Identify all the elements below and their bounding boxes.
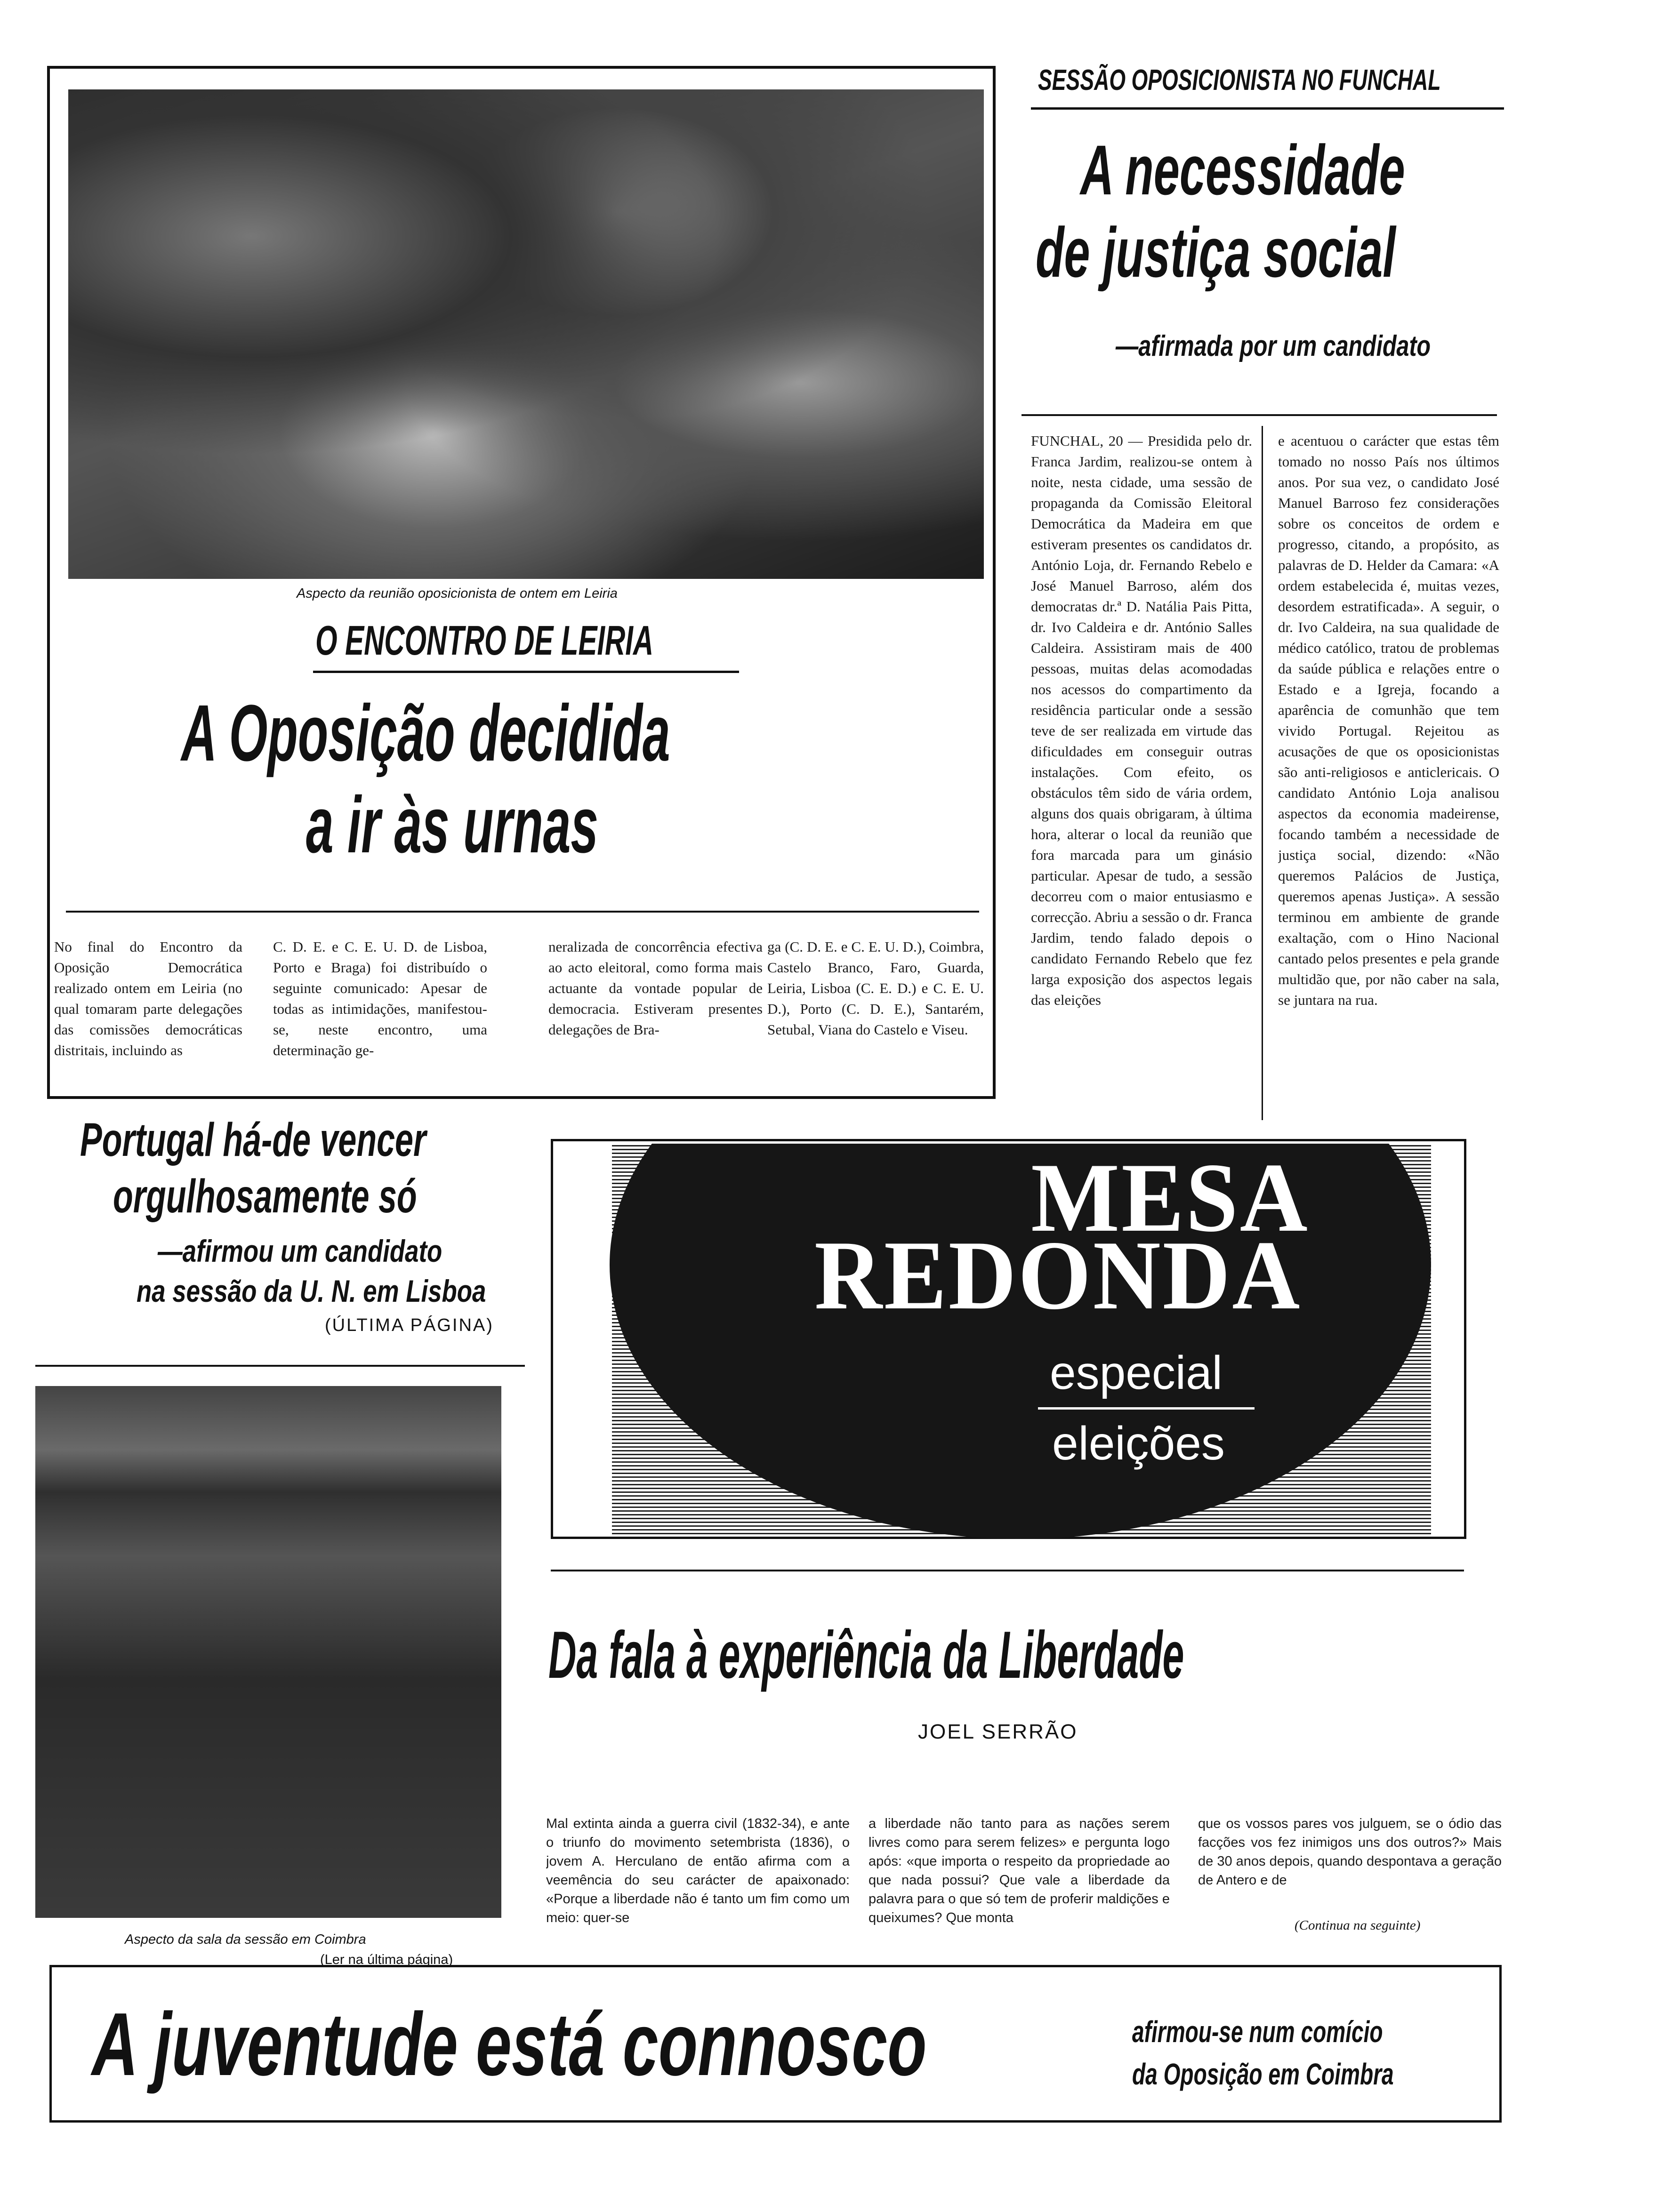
- article-top-rule: [551, 1570, 1464, 1571]
- mesa-redonda-sub2: eleições: [1052, 1417, 1225, 1470]
- lisboa-bottom-rule: [35, 1365, 525, 1367]
- funchal-col-divider: [1262, 426, 1263, 1120]
- funchal-kicker-rule: [1031, 107, 1504, 110]
- mesa-redonda-sub1: especial: [1050, 1346, 1223, 1399]
- funchal-kicker: SESSÃO OPOSICIONISTA NO FUNCHAL: [1038, 64, 1441, 96]
- leiria-body-col-3: neralizada de concorrência efectiva ao acto eleitoral, como forma mais actuante da vontade popular de democracia. Estiveram presentes delegações de Bra-: [548, 938, 763, 1038]
- funchal-body-col-1: FUNCHAL, 20 — Presidida pelo dr. Franca Jardim, realizou-se ontem à noite, nesta cidade, uma sessão de propaganda da Comissão Eleitoral Democrática da Madeira em que estiveram presentes os candidatos dr. António Loja, dr. Fernando Rebelo e José Manuel Barroso, além dos democratas dr.ª D. Natália Pais Pitta, dr. Ivo Caldeira e dr. António Salles Caldeira. Assistiram mais de 400 pessoas, muitas delas acomodadas nos acessos do compartimento da residência particular onde a sessão teve de ser realizada em virtude das dificuldades em conseguir outras instalações. Com efeito, os obstáculos têm sido de vária ordem, alguns dos quais obrigaram, à última hora, alterar o local da reunião que fora marcada para um ginásio particular. Apesar de tudo, a sessão decorreu com o maior entusiasmo e correcção. Abriu a sessão o dr. Franca Jardim, tendo falado depois o candidato Fernando Rebelo que fez larga exposição dos aspectos legais das eleições: [1031, 433, 1252, 1008]
- article-col-2: a liberdade não tanto para as nações serem livres como para serem felizes» e pergunta logo após: «que importa o respeito da propriedade ao que nada possui? Que vale a liberdade da palavra para o que só tem de proferir maldições e queixumes? Que monta: [869, 1816, 1170, 1925]
- lisboa-subhead-line2: na sessão da U. N. em Lisboa: [137, 1274, 486, 1308]
- lisboa-subhead-line1: —afirmou um candidato: [158, 1234, 442, 1268]
- lisboa-page-ref: (ÚLTIMA PÁGINA): [325, 1315, 494, 1335]
- leiria-kicker-underline: [313, 671, 739, 673]
- coimbra-photo-note: (Ler na última página): [320, 1952, 453, 1967]
- article-headline: Da fala à experiência da Liberdade: [548, 1618, 1184, 1692]
- funchal-rule: [1022, 414, 1497, 416]
- article-col-3: que os vossos pares vos julguem, se o ódio das facções vos fez inimigos uns dos outros?» Mais de 30 anos depois, quando despontava a geração de Antero e de: [1198, 1816, 1502, 1888]
- leiria-headline-line1: A Oposição decidida: [181, 689, 670, 778]
- leiria-kicker: O ENCONTRO DE LEIRIA: [315, 617, 654, 664]
- leiria-body-col-2: C. D. E. e C. E. U. D. de Lisboa, Porto e Braga) foi distribuído o seguinte comunicado: Apesar de todas as intimidações, manifestou-se, neste encontro, uma determinação ge-: [273, 938, 487, 1058]
- lisboa-headline-line2: orgulhosamente só: [113, 1170, 417, 1223]
- footer-side-line1: afirmou-se num comício: [1132, 2015, 1383, 2049]
- leiria-headline-line2: a ir às urnas: [306, 780, 599, 870]
- coimbra-hall-photo: [35, 1386, 501, 1918]
- leiria-meeting-photo: [68, 89, 984, 579]
- leiria-body-col-1: No final do Encontro da Oposição Democrática realizado ontem em Leiria (no qual tomaram parte delegações das comissões democráticas distritais, incluindo as: [54, 938, 242, 1058]
- mesa-redonda-line1: MESA: [1031, 1143, 1310, 1252]
- funchal-headline-line2: de justiça social: [1036, 213, 1396, 292]
- article-col-1: Mal extinta ainda a guerra civil (1832-34), e ante o triunfo do movimento setembrista (1836), o jovem A. Herculano de então afirma com a veemência do seu carácter de apaixonado: «Porque a liberdade não é tanto um fim como um meio: quer-se: [546, 1816, 850, 1925]
- footer-headline: A juventude está connosco: [92, 1995, 927, 2094]
- mesa-redonda-sub-rule: [1038, 1407, 1255, 1410]
- leiria-body-divider: [66, 911, 979, 913]
- leiria-body-col-4: ga (C. D. E. e C. E. U. D.), Coimbra, Castelo Branco, Faro, Guarda, Leiria, Lisboa (C. E. D.) e C. E. U. D.), Porto (C. D. E.), Santarém, Setubal, Viana do Castelo e Viseu.: [767, 938, 984, 1038]
- article-byline: JOEL SERRÃO: [918, 1720, 1078, 1743]
- leiria-photo-caption: Aspecto da reunião oposicionista de ontem em Leiria: [297, 586, 618, 601]
- article-continua: (Continua na seguinte): [1295, 1918, 1421, 1933]
- footer-side-line2: da Oposição em Coimbra: [1132, 2057, 1394, 2091]
- lisboa-headline-line1: Portugal há-de vencer: [80, 1114, 426, 1166]
- coimbra-photo-caption: Aspecto da sala da sessão em Coimbra: [125, 1932, 366, 1947]
- funchal-headline-line1: A necessidade: [1080, 130, 1405, 209]
- funchal-subhead: —afirmada por um candidato: [1116, 330, 1431, 362]
- funchal-body-col-2: e acentuou o carácter que estas têm tomado no nosso País nos últimos anos. Por sua vez, o candidato José Manuel Barroso fez considerações sobre os conceitos de ordem e progresso, citando, a propósito, as palavras de D. Helder da Camara: «A ordem estabelecida é, muitas vezes, desordem estratificada». A seguir, o dr. Ivo Caldeira, na sua qualidade de médico católico, tratou de problemas da saúde pública e relações entre o Estado e a Igreja, focando a aparência de comunhão que tem vivido Portugal. Rejeitou as acusações de que os oposicionistas são anti-religiosos e anticlericais. O candidato António Loja analisou aspectos da economia madeirense, focando também a necessidade de justiça social, dizendo: «Não queremos Palácios de Justiça, queremos apenas Justiça». A sessão terminou em ambiente de grande exaltação, com o Hino Nacional cantado pelos presentes e pela grande multidão que, por não caber na sala, se juntara na rua.: [1278, 433, 1499, 1008]
- mesa-redonda-line2: REDONDA: [814, 1221, 1302, 1330]
